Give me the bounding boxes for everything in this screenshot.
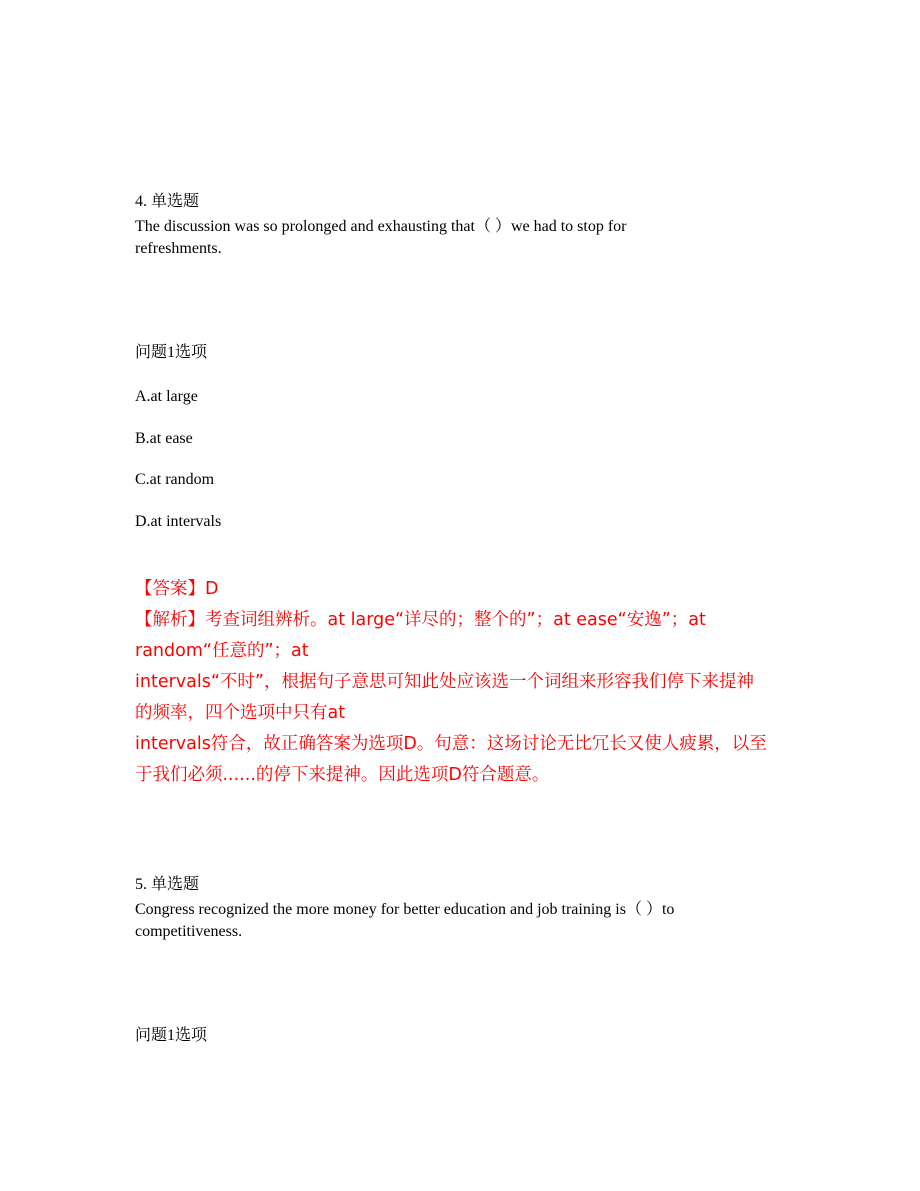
analysis-line: intervals符合，故正确答案为选项D。句意：这场讨论无比冗长又使人疲累，以至 bbox=[135, 734, 767, 754]
analysis-line: intervals“不时”，根据句子意思可知此处应该选一个词组来形容我们停下来提神 bbox=[135, 672, 754, 692]
answer-label: 【答案】D bbox=[135, 579, 219, 599]
question-5-stem-line2: competitiveness. bbox=[135, 923, 243, 940]
question-4-stem-line2: refreshments. bbox=[135, 240, 222, 257]
analysis-line: 于我们必须......的停下来提神。因此选项D符合题意。 bbox=[135, 765, 550, 785]
question-4-option-c: C.at random bbox=[135, 471, 215, 488]
analysis-line: 【解析】考查词组辨析。at large“详尽的；整个的”；at ease“安逸”；at bbox=[135, 610, 706, 630]
question-4-answer-block bbox=[135, 574, 785, 791]
question-4-option-a: A.at large bbox=[135, 388, 198, 405]
question-4-stem bbox=[135, 216, 785, 260]
question-4-stem-line1: The discussion was so prolonged and exhausting that（ ）we had to stop for bbox=[135, 218, 627, 235]
question-5-options-heading: 问题1选项 bbox=[135, 1027, 208, 1044]
analysis-line: random“任意的”；at bbox=[135, 641, 309, 661]
question-4-option-d: D.at intervals bbox=[135, 513, 222, 530]
question-5-stem-line1: Congress recognized the more money for better education and job training is（ ）to bbox=[135, 901, 675, 918]
question-4-number: 4. 单选题 bbox=[135, 193, 200, 210]
question-4-option-b: B.at ease bbox=[135, 430, 193, 447]
question-5-number: 5. 单选题 bbox=[135, 876, 200, 893]
question-5-stem bbox=[135, 899, 785, 943]
question-4-options-heading: 问题1选项 bbox=[135, 344, 208, 361]
analysis-line: 的频率，四个选项中只有at bbox=[135, 703, 346, 723]
